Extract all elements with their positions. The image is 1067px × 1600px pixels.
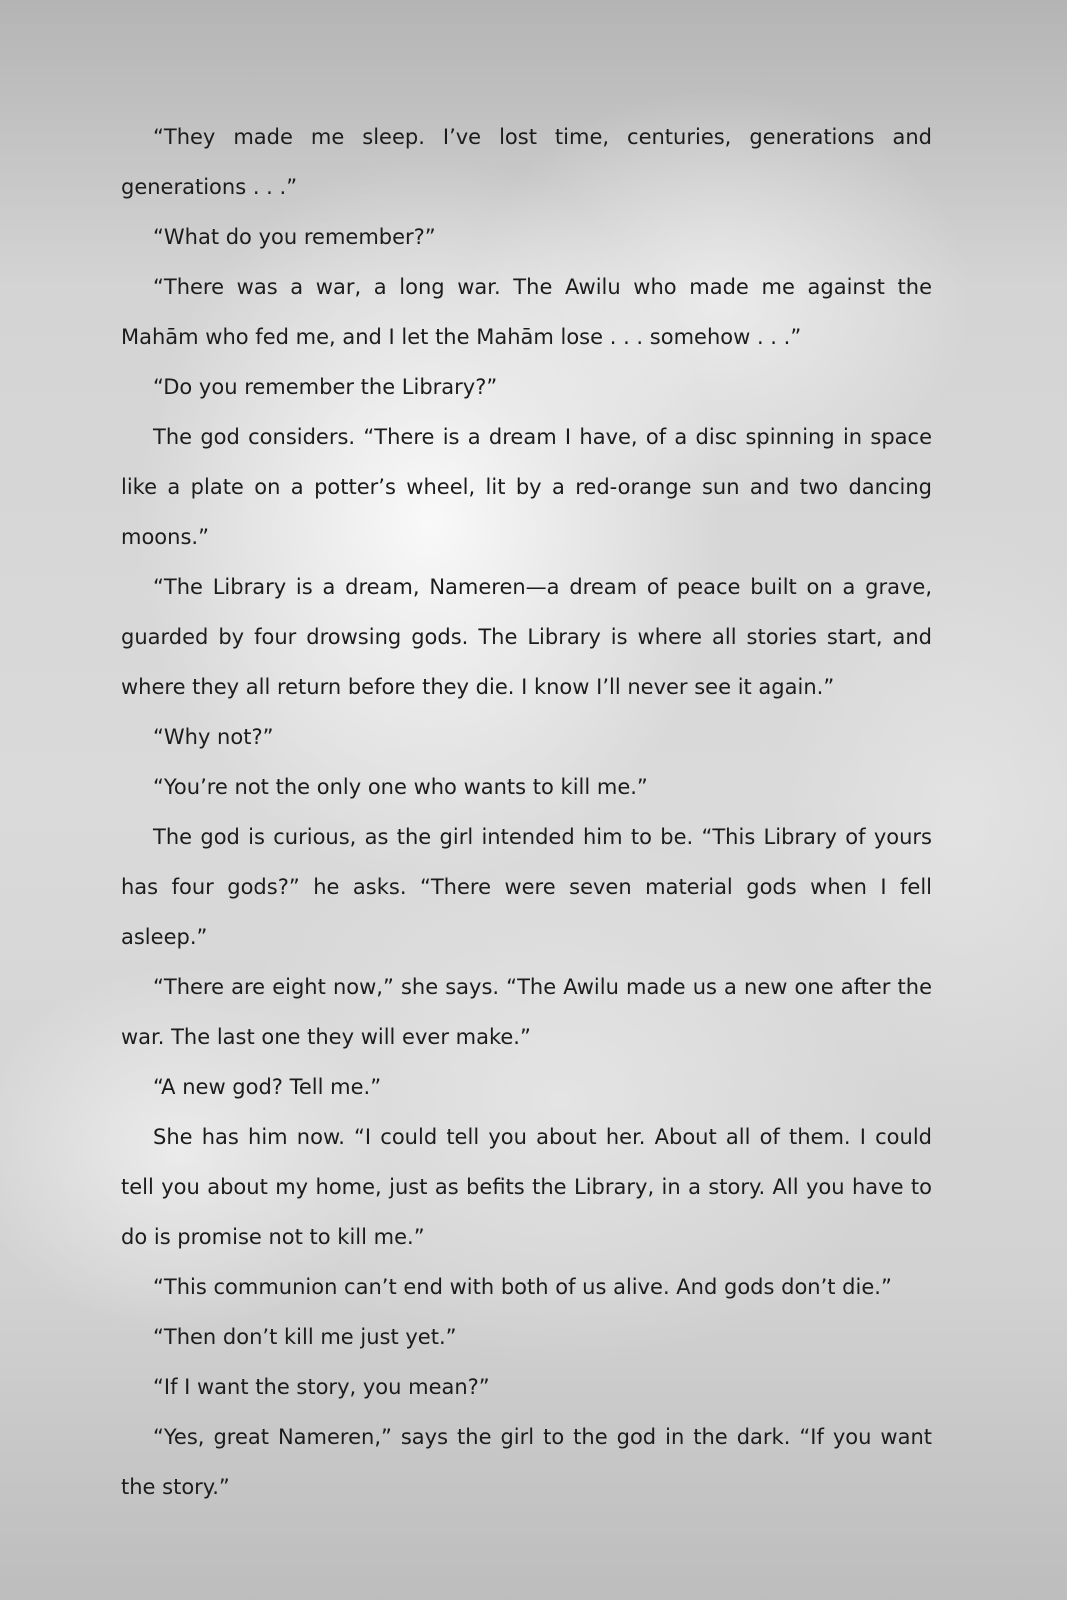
paragraph: “You’re not the only one who wants to kill me.”	[153, 775, 648, 799]
paragraph: “Why not?”	[153, 725, 274, 749]
paragraph: The god considers. “There is a dream I have, of a disc spinning in space like a plate on a potter’s wheel, lit by a red-orange sun and two dancing moons.”	[121, 425, 932, 549]
paragraph: “Yes, great Nameren,” says the girl to the god in the dark. “If you want the story.”	[121, 1425, 932, 1499]
paragraph: “There was a war, a long war. The Awilu who made me against the Mahām who fed me, and I let the Mahām lose . . . somehow . . .”	[121, 275, 932, 349]
paragraph: “Then don’t kill me just yet.”	[153, 1325, 457, 1349]
paragraph: “What do you remember?”	[153, 225, 436, 249]
paragraph: “The Library is a dream, Nameren—a dream of peace built on a grave, guarded by four drowsing gods. The Library is where all stories start, and where they all return before they die. I know I’ll never see it again.”	[121, 575, 932, 699]
paragraph: “There are eight now,” she says. “The Awilu made us a new one after the war. The last one they will ever make.”	[121, 975, 932, 1049]
body-text	[121, 112, 932, 1512]
paragraph: She has him now. “I could tell you about her. About all of them. I could tell you about my home, just as befits the Library, in a story. All you have to do is promise not to kill me.”	[121, 1125, 932, 1249]
paragraph: The god is curious, as the girl intended him to be. “This Library of yours has four gods?” he asks. “There were seven material gods when I fell asleep.”	[121, 825, 932, 949]
paragraph: “A new god? Tell me.”	[153, 1075, 382, 1099]
paragraph: “They made me sleep. I’ve lost time, centuries, generations and generations . . .”	[121, 125, 932, 199]
paragraph: “Do you remember the Library?”	[153, 375, 498, 399]
paragraph: “If I want the story, you mean?”	[153, 1375, 490, 1399]
paragraph: “This communion can’t end with both of us alive. And gods don’t die.”	[153, 1275, 892, 1299]
